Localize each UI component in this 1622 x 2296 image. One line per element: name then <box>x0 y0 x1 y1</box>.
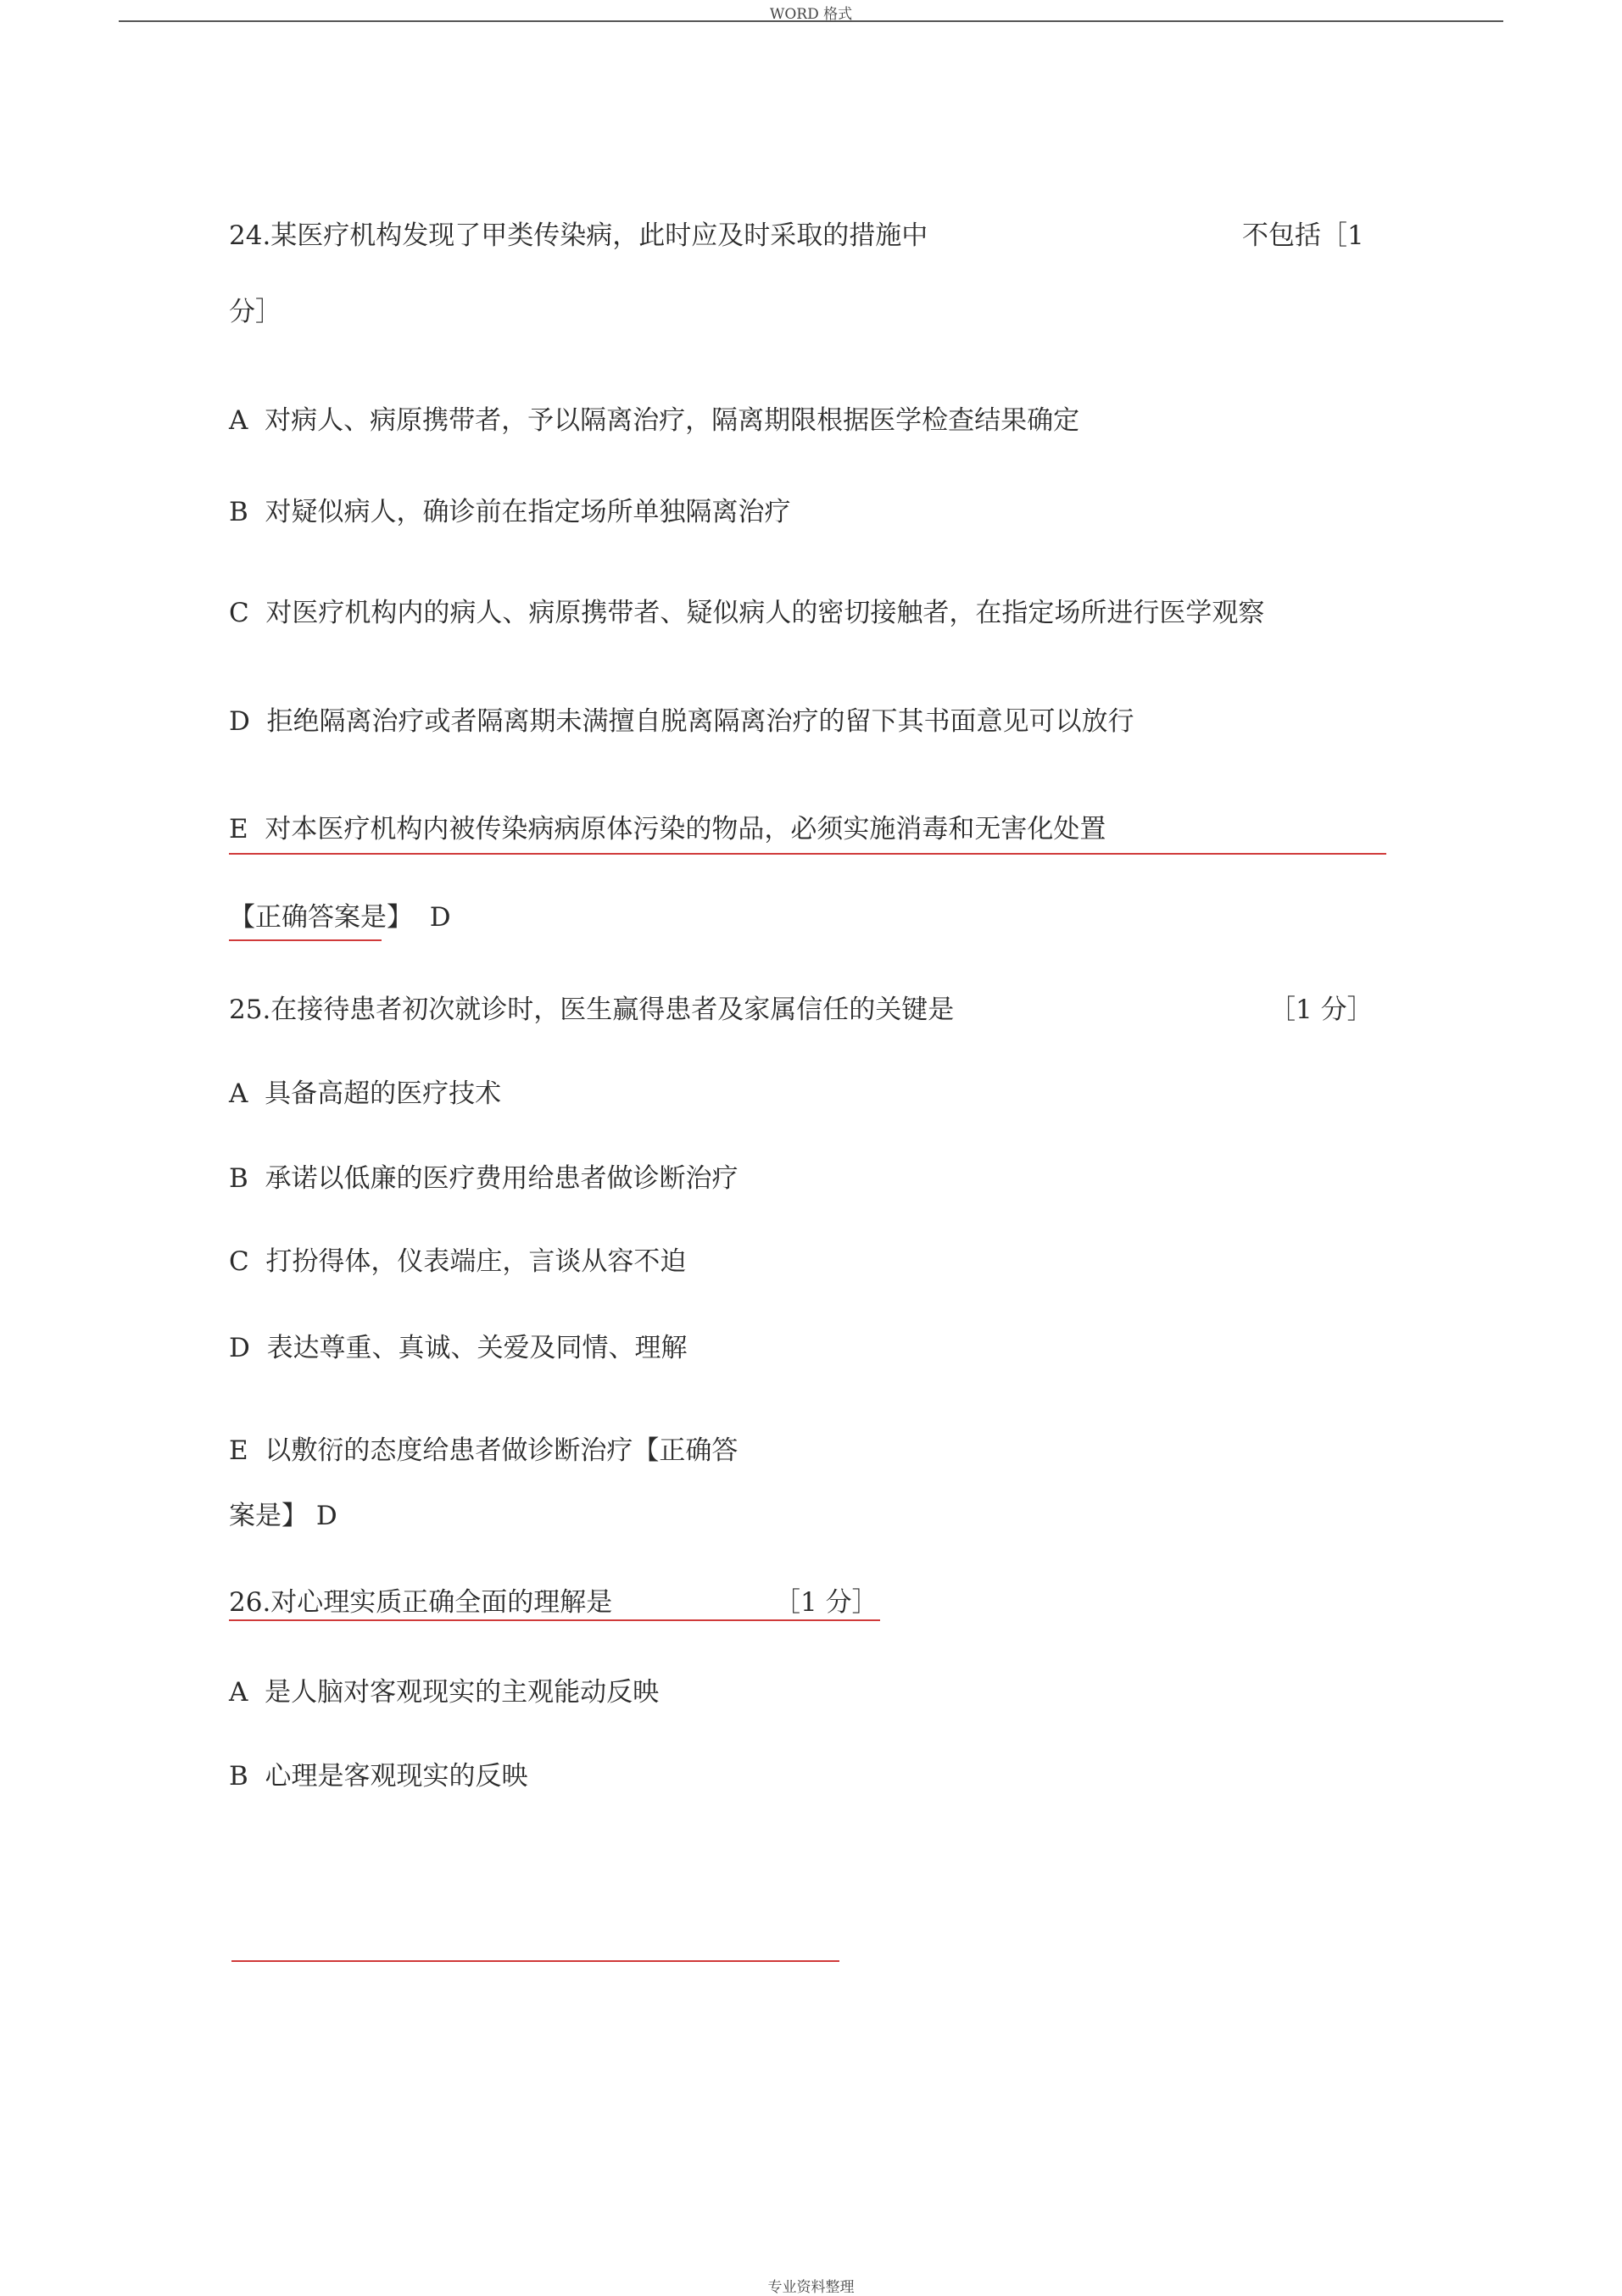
page-footer: 专业资料整理 <box>767 2279 855 2296</box>
q24-option-b: B 对疑似病人，确诊前在指定场所单独隔离治疗 <box>229 497 791 527</box>
q24-option-d: D 拒绝隔离治疗或者隔离期未满擅自脱离隔离治疗的留下其书面意见可以放行 <box>229 706 1134 737</box>
red-underline <box>229 1619 880 1621</box>
q24-score-tail: 分］ <box>229 297 281 327</box>
q26-stem: 26.对心理实质正确全面的理解是 <box>229 1587 613 1618</box>
q26-score: ［1 分］ <box>774 1587 878 1618</box>
page-header: WORD 格式 <box>769 6 853 23</box>
red-underline <box>229 939 382 941</box>
q25-answer: 案是】 D <box>229 1501 337 1531</box>
q26-option-b: B 心理是客观现实的反映 <box>229 1761 528 1792</box>
q25-option-b: B 承诺以低廉的医疗费用给患者做诊断治疗 <box>229 1163 739 1194</box>
q25-score: ［1 分］ <box>1269 995 1374 1025</box>
q24-option-c: C 对医疗机构内的病人、病原携带者、疑似病人的密切接触者，在指定场所进行医学观察 <box>229 598 1265 628</box>
q24-hint: 不包括［1 <box>1242 220 1364 251</box>
q24-answer: 【正确答案是】 D <box>229 902 451 933</box>
red-underline <box>231 1960 839 1962</box>
q25-option-d: D 表达尊重、真诚、关爱及同情、理解 <box>229 1333 688 1363</box>
q25-stem: 25.在接待患者初次就诊时，医生赢得患者及家属信任的关键是 <box>229 995 955 1025</box>
q24-stem: 24.某医疗机构发现了甲类传染病，此时应及时采取的措施中 <box>229 220 928 251</box>
q25-option-c: C 打扮得体，仪表端庄，言谈从容不迫 <box>229 1246 687 1277</box>
q26-option-a: A 是人脑对客观现实的主观能动反映 <box>229 1677 660 1708</box>
q24-option-e: E 对本医疗机构内被传染病病原体污染的物品，必须实施消毒和无害化处置 <box>229 814 1106 844</box>
q25-option-e: E 以敷衍的态度给患者做诊断治疗【正确答 <box>229 1435 739 1466</box>
red-underline <box>229 853 1386 855</box>
header-rule <box>119 20 1503 22</box>
q24-option-a: A 对病人、病原携带者，予以隔离治疗，隔离期限根据医学检查结果确定 <box>229 405 1080 436</box>
q25-option-a: A 具备高超的医疗技术 <box>229 1078 502 1109</box>
